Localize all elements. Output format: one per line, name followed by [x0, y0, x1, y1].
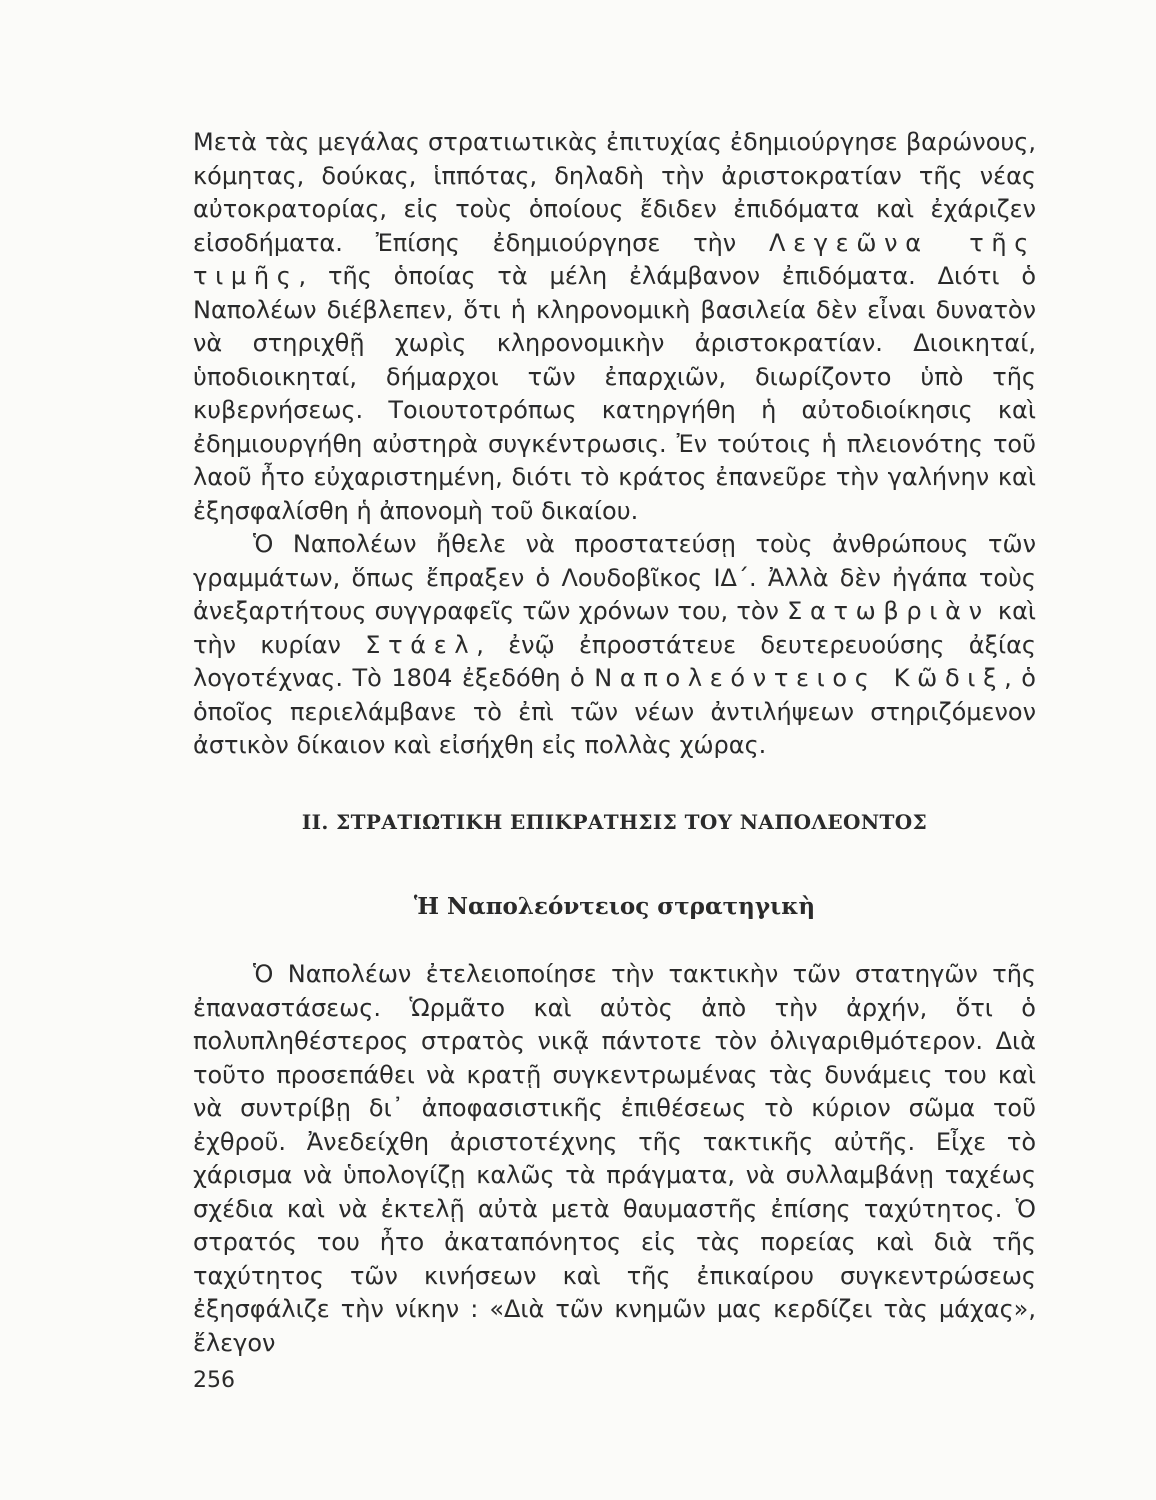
paragraph-text: καὶ τὴν κυρίαν — [193, 597, 1037, 659]
spaced-term-legion-of-honour: Λεγεῶνα τῆς τιμῆς — [193, 228, 1036, 290]
page-number: 256 — [193, 1368, 235, 1393]
upper-text-block — [193, 126, 1036, 763]
lower-text-block — [193, 958, 1036, 1360]
paragraph-text: Μετὰ τὰς μεγάλας στρατιωτικὰς ἐπιτυχίας ἐδημιούργησε βαρώνους, κόμητας, δούκας, ἱππότας, δηλαδὴ τὴν ἀριστοκρατίαν τῆς νέας αὐτοκρατορίας, εἰς τοὺς ὁποίους ἔδιδεν ἐπιδόματα καὶ ἐχάριζεν εἰσοδήματα. Ἐπίσης ἐδημιούργησε τὴν — [193, 128, 1036, 257]
paragraph-text: , ἐνῷ ἐπροστάτευε δευτερευούσης ἀξίας λογοτέχνας. Τὸ 1804 ἐξεδόθη ὁ — [193, 630, 1037, 692]
paragraph-letters-code — [193, 528, 1036, 763]
paragraph-text: , τῆς ὁποίας τὰ μέλη ἐλάμβανον ἐπιδόματα. Διότι ὁ Ναπολέων διέβλεπεν, ὅτι ἡ κληρονομικὴ βασιλεία δὲν εἶναι δυνατὸν νὰ στηριχθῇ χωρὶς κληρονομικὴν ἀριστοκρατίαν. Διοικηταί, ὑποδιοικηταί, δήμαρχοι τῶν ἐπαρχιῶν, διωρίζοντο ὑπὸ τῆς κυβερνήσεως. Τοιουτοτρόπως κατηργήθη ἡ αὐτοδιοίκησις καὶ ἐδημιουργήθη αὐστηρὰ συγκέντρωσις. Ἐν τούτοις ἡ πλειονότης τοῦ λαοῦ ἦτο εὐχαριστημένη, διότι τὸ κράτος ἐπανεῦρε τὴν γαλήνην καὶ ἐξησφαλίσθη ἡ ἀπονομὴ τοῦ δικαίου. — [193, 262, 1036, 525]
spaced-term-chateaubriand: Σατωβριὰν — [787, 597, 990, 625]
spaced-term-napoleonic-code: Ναπολεόντειος Κῶδιξ — [594, 664, 1005, 692]
sub-heading: Ἡ Ναπολεόντειος στρατηγικὴ — [413, 893, 816, 920]
paragraph-text: , ὁ ὁποῖος περιελάμβανε τὸ ἐπὶ τῶν νέων ἀντιλήψεων στηριζόμενον ἀστικὸν δίκαιον καὶ εἰσήχθη εἰς πολλὰς χώρας. — [193, 664, 1036, 759]
paragraph-text: Ὁ Ναπολέων ἤθελε νὰ προστατεύσῃ τοὺς ἀνθρώπους τῶν γραμμάτων, ὅπως ἔπραξεν ὁ Λουδοβῖκος ΙΔ΄. Ἀλλὰ δὲν ἠγάπα τοὺς ἀνεξαρτήτους συγγραφεῖς τῶν χρόνων του, τὸν — [193, 530, 1036, 625]
paragraph-aristocracy — [193, 126, 1036, 528]
section-heading: II. ΣΤΡΑΤΙΩΤΙΚΗ ΕΠΙΚΡΑΤΗΣΙΣ ΤΟΥ ΝΑΠΟΛΕΟΝΤΟΣ — [301, 810, 928, 834]
paragraph-strategy: Ὁ Ναπολέων ἐτελειοποίησε τὴν τακτικὴν τῶν στατηγῶν τῆς ἐπαναστάσεως. Ὡρμᾶτο καὶ αὐτὸς ἀπὸ τὴν ἀρχήν, ὅτι ὁ πολυπληθέστερος στρατὸς νικᾷ πάντοτε τὸν ὀλιγαριθμότερον. Διὰ τοῦτο προσεπάθει νὰ κρατῇ συγκεντρωμένας τὰς δυνάμεις του καὶ νὰ συντρίβῃ δι᾽ ἀποφασιστικῆς ἐπιθέσεως τὸ κύριον σῶμα τοῦ ἐχθροῦ. Ἀνεδείχθη ἀριστοτέχνης τῆς τακτικῆς αὐτῆς. Εἶχε τὸ χάρισμα νὰ ὑπολογίζῃ καλῶς τὰ πράγματα, νὰ συλλαμβάνῃ ταχέως σχέδια καὶ νὰ ἐκτελῇ αὐτὰ μετὰ θαυμαστῆς ἐπίσης ταχύτητος. Ὁ στρατός του ἦτο ἀκαταπόνητος εἰς τὰς πορείας καὶ διὰ τῆς ταχύτητος τῶν κινήσεων καὶ τῆς ἐπικαίρου συγκεντρώσεως ἐξησφάλιζε τὴν νίκην : «Διὰ τῶν κνημῶν μας κερδίζει τὰς μάχας», ἔλεγον — [193, 960, 1036, 1357]
spaced-term-stael: Στάελ — [365, 630, 477, 659]
